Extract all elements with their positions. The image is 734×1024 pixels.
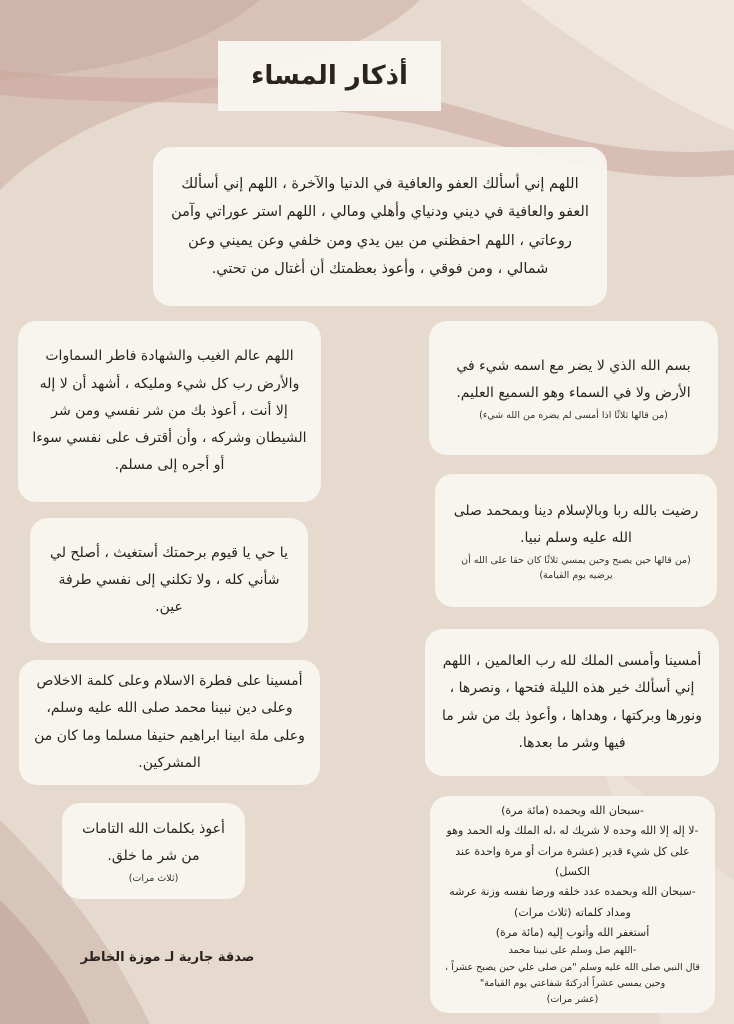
dhikr-line: وحين يمسي عشراً أدركتهُ شفاعتي يوم القيامة" (479, 977, 666, 989)
dhikr-line: -لا إله إلا الله وحده لا شريك له ،له الملك وله الحمد وهو (446, 824, 699, 838)
dhikr-card-alim-alghayb (18, 321, 321, 502)
dhikr-text: أعوذ بكلمات الله التامات من شر ما خلق. (82, 821, 225, 865)
dhikr-card-raditu (435, 474, 717, 607)
dhikr-text: اللهم عالم الغيب والشهادة فاطر السماوات والأرض رب كل شيء ومليكه ، أشهد أن لا إله إلا أنت ، أعوذ بك من شر نفسي ومن شر الشيطان وشركه ، وأن أقترف على نفسي سوءا أو أجره إلى مسلم. (32, 348, 307, 474)
dhikr-card-bismillah (429, 321, 718, 455)
dhikr-line: ومداد كلماته (ثلاث مرات) (514, 905, 631, 919)
dhikr-card-amsayna (425, 629, 719, 776)
dhikr-card-tasbih (430, 796, 715, 1013)
dhikr-card-fitrah (19, 660, 320, 785)
dhikr-line: (عشر مرات) (546, 993, 599, 1005)
dhikr-card-ya-hayy (30, 518, 308, 643)
dhikr-text: يا حي يا قيوم برحمتك أستغيث ، أصلح لي شأني كله ، ولا تكلني إلى نفسي طرفة عين. (50, 544, 288, 616)
dedication-footer: صدقة جارية لـ موزة الخاطر (80, 950, 255, 965)
dhikr-text: اللهم إني أسألك العفو والعافية في الدنيا والآخرة ، اللهم إني أسألك العفو والعافية في ديني ودنياي وأهلي ومالي ، اللهم استر عوراتي وآمن روعاتي ، اللهم احفظني من بين يدي ومن خلفي وعن يميني وعن شمالي ، ومن فوقي ، وأعوذ بعظمتك أن أغتال من تحتي. (171, 175, 589, 277)
dhikr-text: أمسينا وأمسى الملك لله رب العالمين ، اللهم إني أسألك خير هذه الليلة فتحها ، ونصرها ، ونورها وبركتها ، وهداها ، وأعوذ بك من شر ما فيها وشر ما بعدها. (442, 652, 702, 751)
dhikr-note: (ثلاث مرات) (128, 872, 179, 884)
dhikr-text: رضيت بالله ربا وبالإسلام دينا وبمحمد صلى الله عليه وسلم نبيا. (453, 503, 699, 547)
dhikr-line: أستغفر الله وأتوب إليه (مائة مرة) (495, 926, 650, 940)
dhikr-note: (من قالها ثلاثًا اذا أمسى لم يضره من الله شيء) (479, 409, 668, 421)
dhikr-line: -سبحان الله وبحمده عدد خلقه ورضا نفسه وزنة عرشه (449, 885, 696, 899)
page-title: أذكار المساء (251, 61, 408, 91)
dhikr-note: (من قالها حين يصبح وحين يمسي ثلاثًا كان حقا على الله أن يرضيه يوم القيامة) (461, 554, 691, 581)
dhikr-card-top (153, 147, 607, 306)
title-banner (218, 41, 441, 111)
dhikr-line: -اللهم صل وسلم على نبينا محمد (508, 945, 637, 957)
dhikr-text: بسم الله الذي لا يضر مع اسمه شيء في الأرض ولا في السماء وهو السميع العليم. (456, 358, 691, 402)
dhikr-line: على كل شيء قدير (عشرة مرات أو مرة واحدة عند الكسل) (455, 844, 690, 879)
dhikr-card-audhu (62, 803, 245, 899)
dhikr-text: أمسينا على فطرة الاسلام وعلى كلمة الاخلاص وعلى دين نبينا محمد صلى الله عليه وسلم، وعلى ملة ابينا ابراهيم حنيفا مسلما وما كان من المشركين. (34, 672, 305, 771)
dhikr-line: قال النبي صلى الله عليه وسلم "من صلى علي حين يصبح عشراً ، (445, 961, 700, 973)
dhikr-line: -سبحان الله وبحمده (مائة مرة) (501, 804, 644, 818)
